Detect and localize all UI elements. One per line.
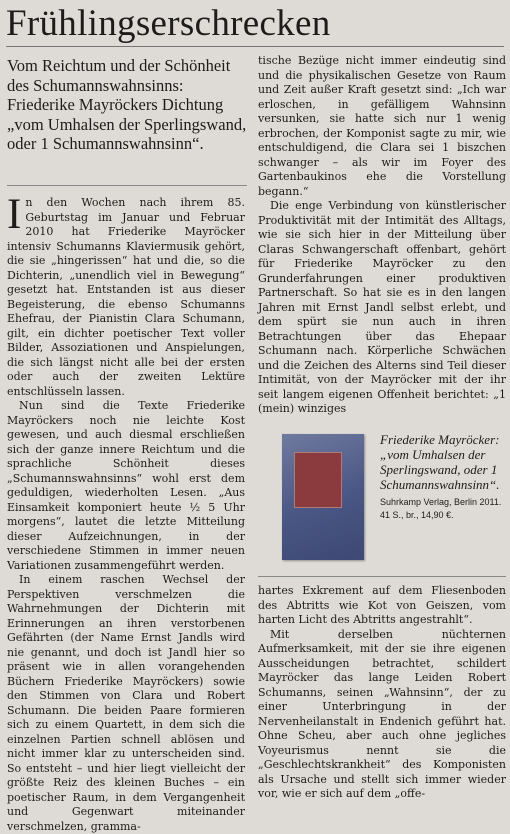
- deck-rule: [7, 185, 247, 186]
- headline: Frühlingserschrecken: [6, 3, 331, 44]
- paragraph-4: tische Bezüge nicht immer eindeutig sind und die physikalischen Gesetze von Raum und Zeit außer Kraft gesetzt sind: „Ich war erloschen, in gefälligem Wahnsinn versunken, sie hatte sich nur 1 wenig erbrochen, der Komponist sagte zu mir, wie entschuldigend, die Clara sei 1 biszchen schwanger – als wir im Foyer des Gartenbaukinos ehe die Vorstellung begann.“: [258, 54, 506, 198]
- paragraph-7: Mit derselben nüchternen Aufmerksamkeit, mit der sie ihre eigenen Ausscheidungen betrachtet, schildert Mayröcker das lange Leiden Robert Schumanns, seinen „Wahnsinn“, der zu einer Unterbringung in der Nervenheilanstalt in Endenich geführt hat. Ohne Scheu, aber auch ohne jegliches Voyeurismus nennt sie die „Geschlechtskrankheit“ des Komponisten als Ursache und stellt sich immer wieder vor, wie er sich auf dem „offe-: [258, 627, 506, 800]
- column-1: [7, 191, 245, 834]
- column-2-bottom: [258, 584, 506, 802]
- headline-rule: [6, 46, 504, 47]
- paragraph-5: Die enge Verbindung von künstlerischer Produktivität mit der Intimität des Alltags, wie sie sich hier in der Mitteilung über Claras Schwangerschaft offenbart, gehört für Friederike Mayröcker zu den Grunderfahrungen einer produktiven Partnerschaft. So hat sie es in den langen Jahren mit Ernst Jandl selbst erlebt, und dem spürt sie nun auch in ihren Betrachtungen über das Ehepaar Schumann nach. Körperliche Schwächen und die Zeichen des Alterns sind Teil dieser Intimität, von der Mayröcker mit der ihr seit langem eigenen Offenheit berichtet: „1 (mein) winziges: [258, 199, 506, 415]
- book-cover-label: [294, 452, 342, 508]
- article-deck: Vom Reichtum und der Schönheit des Schumannswahnsinns: Friederike Mayröckers Dichtung „vom Umhalsen der Sperlingswand, oder 1 Schumannswahnsinn“.: [7, 56, 247, 153]
- paragraph-2: Nun sind die Texte Friederike Mayröckers noch nie leichte Kost gewesen, und auch diesmal erschließen sich der ganze innere Reichtum und die sprachliche Schönheit dieses „Schumannswahnsinns“ wohl erst dem geduldigen, wiederholten Lesen. „Aus Einsamkeit komponiert heute ½ 5 Uhr morgens“, lautet die letzte Mitteilung dieser Aufzeichnungen, in der verschiedene Stimmen in immer neuen Variationen zusammengeführt werden.: [7, 399, 245, 572]
- book-details: Suhrkamp Verlag, Berlin 2011. 41 S., br., 14,90 €.: [380, 497, 502, 520]
- book-box-rule: [258, 576, 506, 577]
- paragraph-6: hartes Exkrement auf dem Fliesenboden des Abtritts wie Kot von Geiszen, vom harten Licht des Abtritts angestrahlt“.: [258, 584, 506, 626]
- paragraph-3: In einem raschen Wechsel der Perspektiven verschmelzen die Wahrnehmungen der Dichterin mit Erinnerungen an ihren verstorbenen Gefährten (der Name Ernst Jandls wird nie genannt, und doch ist Jandl hier so präsent wie in allen vorangehenden Büchern Friederike Mayröckers) sowie den Stimmen von Clara und Robert Schumann. Die beiden Paare formieren sich zu einem Quartett, in dem sich die einzelnen Partien schnell ablösen und nicht immer klar zu unterscheiden sind. So entsteht – und hier liegt vielleicht der größte Reiz des kleinen Buches – ein poetischer Raum, in dem Vergangenheit und Gegenwart miteinander verschmelzen, gramma-: [7, 573, 245, 833]
- column-2-top: [258, 54, 506, 417]
- book-cover-image: [282, 434, 364, 560]
- paragraph-1-text: n den Wochen nach ihrem 85. Geburtstag im Januar und Februar 2010 hat Friederike Mayröcker intensiv Schumanns Klaviermusik gehört, die sie „hingerissen“ hat und die, so die Dichterin, „unendlich viel in Bewegung“ gesetzt hat. Entstanden ist aus dieser Begeisterung, die ebenso Schumanns Ehefrau, der Pianistin Clara Schumann, gilt, ein dichter poetischer Text voller Bilder, Assoziationen und Anspielungen, die sich längst nicht alle bei der ersten oder auch der zweiten Lektüre entschlüsseln lassen.: [7, 196, 245, 398]
- book-title: Friederike Mayröcker: „vom Umhalsen der Sperlingswand, oder 1 Schumannswahnsinn“.: [380, 432, 500, 492]
- drop-cap: I: [7, 191, 22, 238]
- paragraph-1: [7, 191, 245, 399]
- book-info-box: [380, 432, 506, 522]
